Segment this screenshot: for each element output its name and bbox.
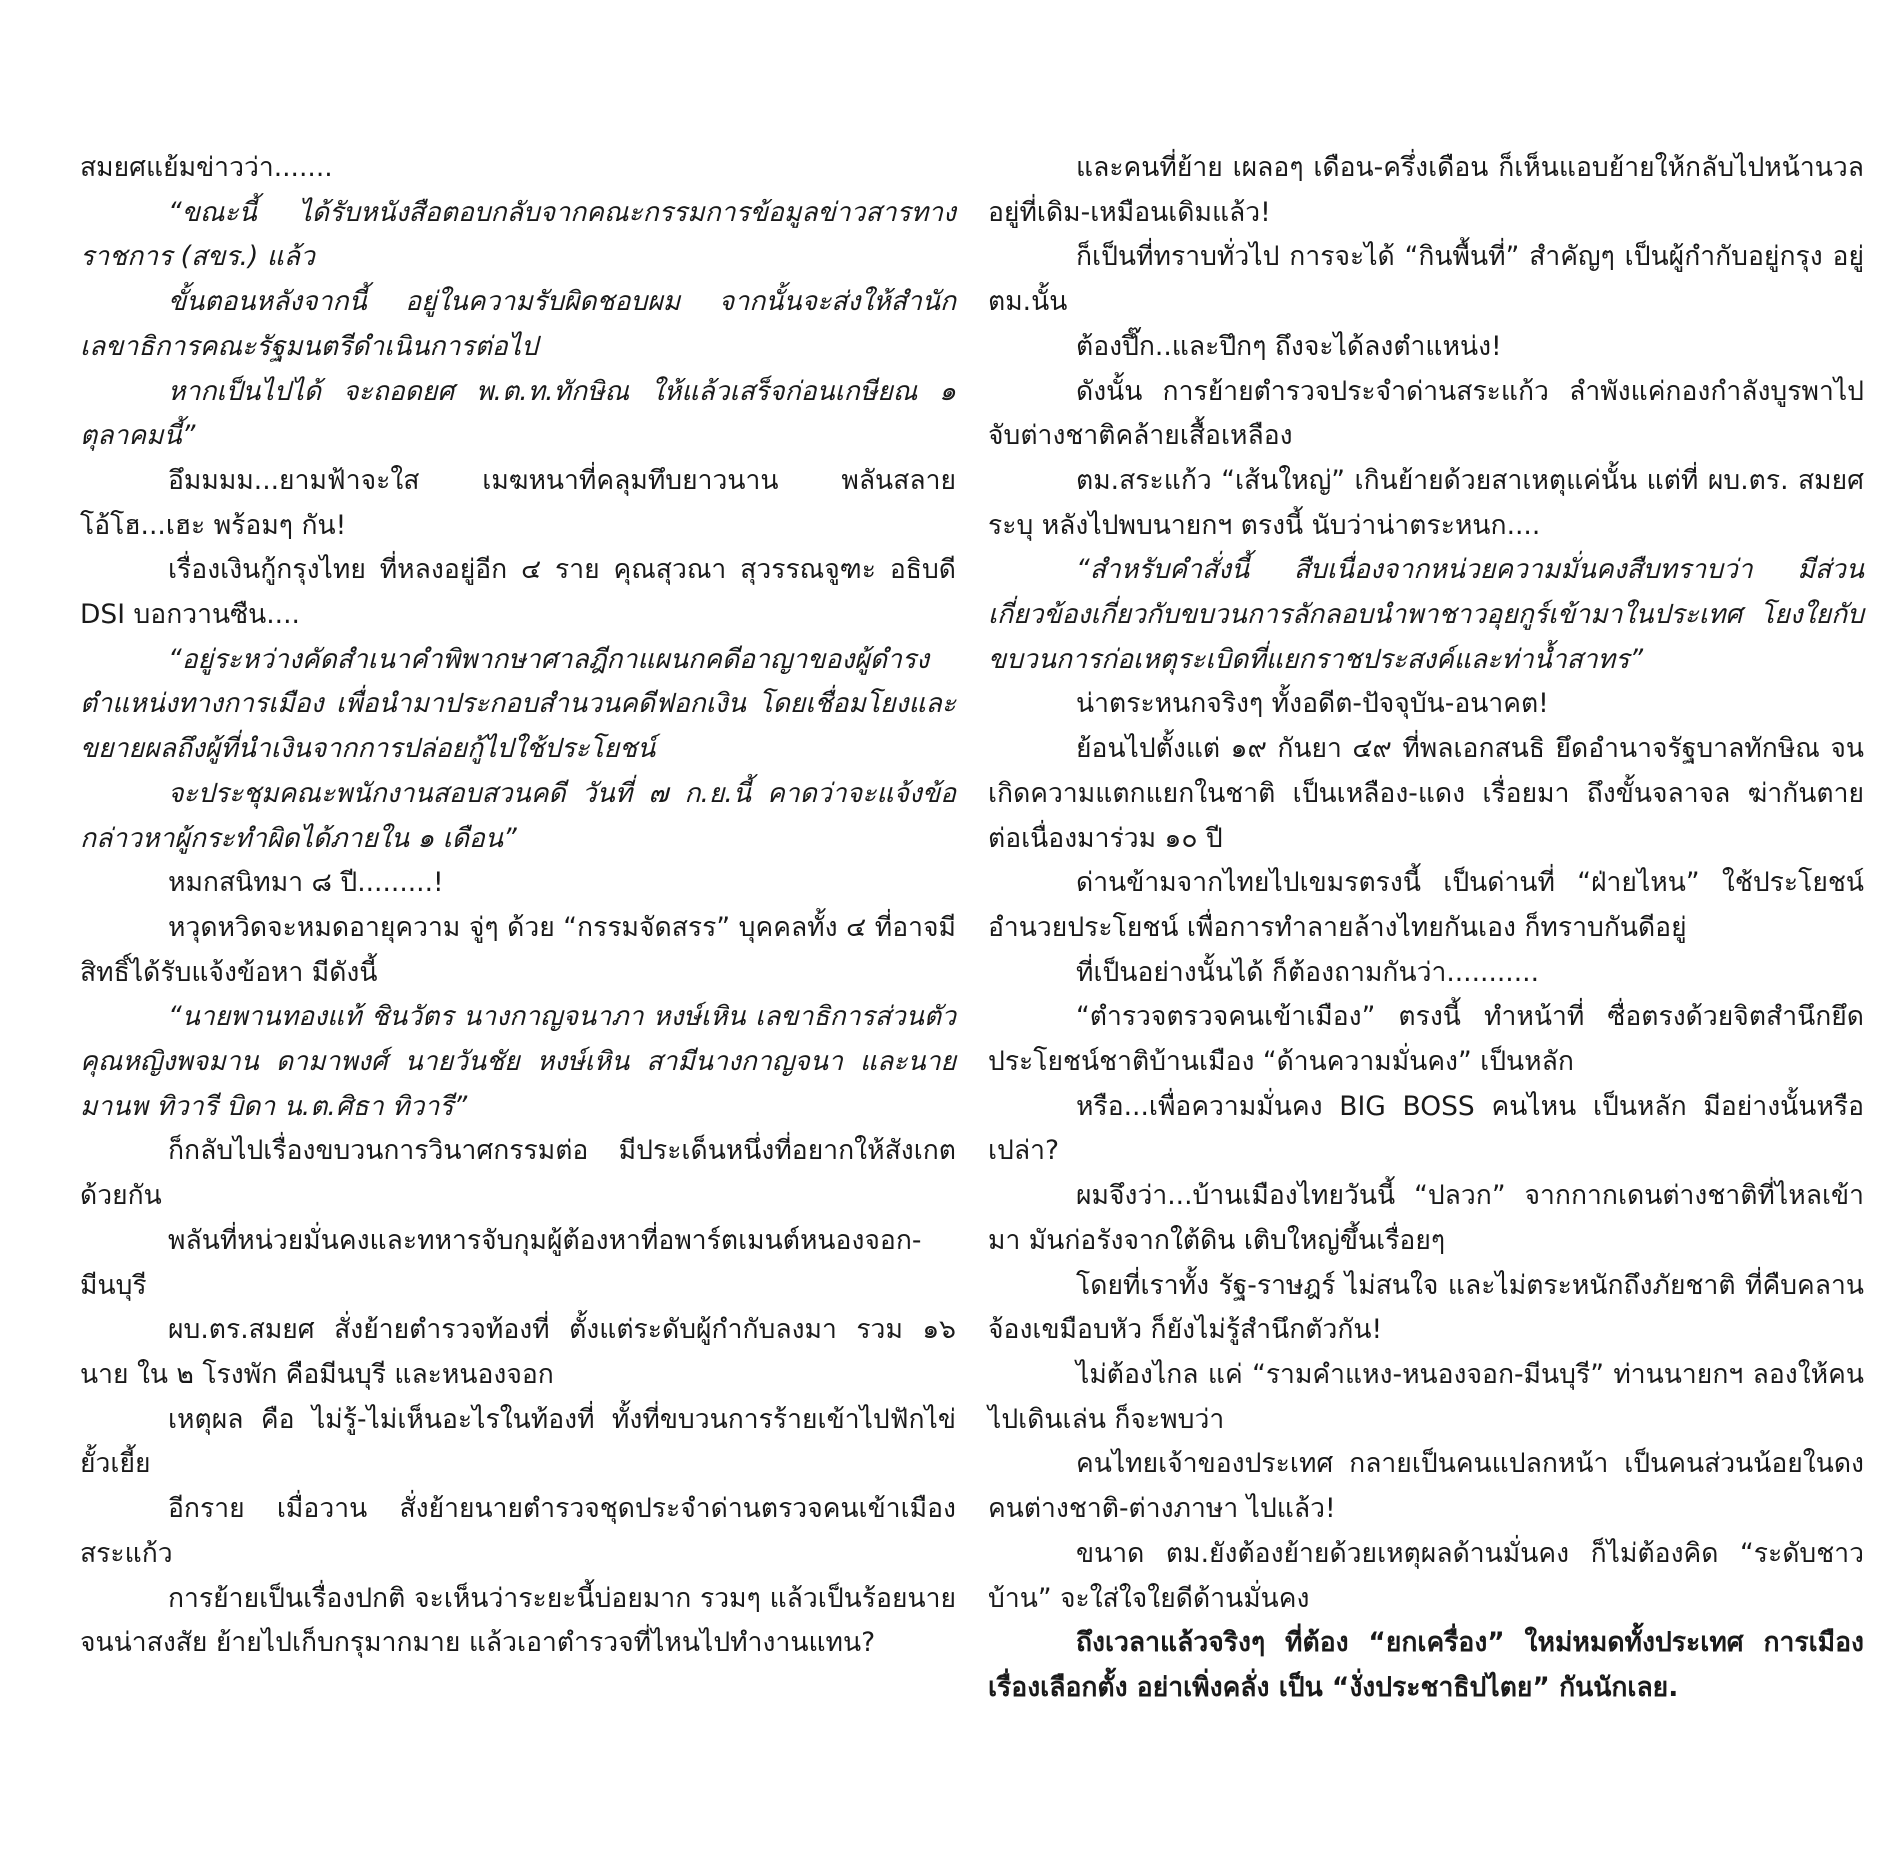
quote-paragraph: “นายพานทองแท้ ชินวัตร นางกาญจนาภา หงษ์เหิน เลขาธิการส่วนตัวคุณหญิงพจมาน ดามาพงศ์ นายวันชัย หงษ์เหิน สามีนางกาญจนา และนายมานพ ทิวารี บิดา น.ต.ศิธา ทิวารี” [80,1001,956,1122]
paragraph: โดยที่เราทั้ง รัฐ-ราษฎร์ ไม่สนใจ และไม่ตระหนักถึงภัยชาติ ที่คืบคลานจ้องเขมือบหัว ก็ยังไม่รู้สำนึกตัวกัน! [988,1269,1864,1346]
quote-paragraph: “สำหรับคำสั่งนี้ สืบเนื่องจากหน่วยความมั่นคงสืบทราบว่า มีส่วนเกี่ยวข้องเกี่ยวกับขบวนการลักลอบนำพาชาวอุยกูร์เข้ามาในประเทศ โยงใยกับขบวนการก่อเหตุระเบิดที่แยกราชประสงค์และท่าน้ำสาทร” [988,554,1864,675]
paragraph: “ตำรวจตรวจคนเข้าเมือง” ตรงนี้ ทำหน้าที่ ซื่อตรงด้วยจิตสำนึกยึดประโยชน์ชาติบ้านเมือง “ด้านความมั่นคง” เป็นหลัก [988,1001,1864,1078]
paragraph: ไม่ต้องไกล แค่ “รามคำแหง-หนองจอก-มีนบุรี” ท่านนายกฯ ลองให้คนไปเดินเล่น ก็จะพบว่า [988,1358,1864,1435]
paragraph: น่าตระหนกจริงๆ ทั้งอดีต-ปัจจุบัน-อนาคต! [1076,688,1549,720]
right-column [988,146,1864,1711]
paragraph: ตม.สระแก้ว “เส้นใหญ่” เกินย้ายด้วยสาเหตุแค่นั้น แต่ที่ ผบ.ตร. สมยศระบุ หลังไปพบนายกฯ ตรงนี้ นับว่าน่าตระหนก.... [988,464,1864,541]
paragraph: อึมมมม...ยามฟ้าจะใส เมฆหนาที่คลุมทึบยาวนาน พลันสลาย โอ้โฮ...เฮะ พร้อมๆ กัน! [80,464,956,541]
paragraph: ก็กลับไปเรื่องขบวนการวินาศกรรมต่อ มีประเด็นหนึ่งที่อยากให้สังเกตด้วยกัน [80,1135,956,1212]
paragraph: ดังนั้น การย้ายตำรวจประจำด่านสระแก้ว ลำพังแค่กองกำลังบูรพาไปจับต่างชาติคล้ายเสื้อเหลือง [988,375,1864,452]
paragraph: หวุดหวิดจะหมดอายุความ จู่ๆ ด้วย “กรรมจัดสรร” บุคคลทั้ง ๔ ที่อาจมีสิทธิ์ได้รับแจ้งข้อหา มีดังนี้ [80,911,956,988]
paragraph: หมกสนิทมา ๘ ปี.........! [168,867,444,899]
paragraph: คนไทยเจ้าของประเทศ กลายเป็นคนแปลกหน้า เป็นคนส่วนน้อยในดงคนต่างชาติ-ต่างภาษา ไปแล้ว! [988,1448,1864,1525]
paragraph: อีกราย เมื่อวาน สั่งย้ายนายตำรวจชุดประจำด่านตรวจคนเข้าเมืองสระแก้ว [80,1493,956,1569]
closing-paragraph: ถึงเวลาแล้วจริงๆ ที่ต้อง “ยกเครื่อง” ใหม่หมดทั้งประเทศ การเมืองเรื่องเลือกตั้ง อย่าเพิ่งคลั่ง เป็น “งั่งประชาธิปไตย” กันนักเลย. [988,1627,1864,1703]
paragraph: หรือ...เพื่อความมั่นคง BIG BOSS คนไหน เป็นหลัก มีอย่างนั้นหรือเปล่า? [988,1090,1864,1167]
left-column [80,146,956,1666]
paragraph: เหตุผล คือ ไม่รู้-ไม่เห็นอะไรในท้องที่ ทั้งที่ขบวนการร้ายเข้าไปฟักไข่ยั้วเยี้ย [80,1403,956,1480]
paragraph: ขนาด ตม.ยังต้องย้ายด้วยเหตุผลด้านมั่นคง ก็ไม่ต้องคิด “ระดับชาวบ้าน” จะใส่ใจใยดีด้านมั่นคง [988,1537,1864,1614]
paragraph: เรื่องเงินกู้กรุงไทย ที่หลงอยู่อีก ๔ ราย คุณสุวณา สุวรรณจูฑะ อธิบดี DSI บอกวานซืน.... [80,554,956,631]
paragraph: ที่เป็นอย่างนั้นได้ ก็ต้องถามกันว่า........... [1076,956,1539,988]
quote-paragraph: หากเป็นไปได้ จะถอดยศ พ.ต.ท.ทักษิณ ให้แล้วเสร็จก่อนเกษียณ ๑ ตุลาคมนี้” [80,375,956,452]
quote-paragraph: “อยู่ระหว่างคัดสำเนาคำพิพากษาศาลฎีกาแผนกคดีอาญาของผู้ดำรงตำแหน่งทางการเมือง เพื่อนำมาประกอบสำนวนคดีฟอกเงิน โดยเชื่อมโยงและขยายผลถึงผู้ที่นำเงินจากการปล่อยกู้ไปใช้ประโยชน์ [80,643,956,765]
paragraph: ย้อนไปตั้งแต่ ๑๙ กันยา ๔๙ ที่พลเอกสนธิ ยึดอำนาจรัฐบาลทักษิณ จนเกิดความแตกแยกในชาติ เป็นเหลือง-แดง เรื่อยมา ถึงขั้นจลาจล ฆ่ากันตาย ต่อเนื่องมาร่วม ๑๐ ปี [988,733,1864,854]
quote-paragraph: จะประชุมคณะพนักงานสอบสวนคดี วันที่ ๗ ก.ย.นี้ คาดว่าจะแจ้งข้อกล่าวหาผู้กระทำผิดได้ภายใน ๑ เดือน” [80,777,956,854]
paragraph: ด่านข้ามจากไทยไปเขมรตรงนี้ เป็นด่านที่ “ฝ่ายไหน” ใช้ประโยชน์ อำนวยประโยชน์ เพื่อการทำลายล้างไทยกันเอง ก็ทราบกันดีอยู่ [988,867,1864,943]
quote-paragraph: ขั้นตอนหลังจากนี้ อยู่ในความรับผิดชอบผม จากนั้นจะส่งให้สำนักเลขาธิการคณะรัฐมนตรีดำเนินการต่อไป [80,286,956,362]
quote-paragraph: “ขณะนี้ ได้รับหนังสือตอบกลับจากคณะกรรมการข้อมูลข่าวสารทางราชการ (สขร.) แล้ว [80,196,956,273]
paragraph: และคนที่ย้าย เผลอๆ เดือน-ครึ่งเดือน ก็เห็นแอบย้ายให้กลับไปหน้านวลอยู่ที่เดิม-เหมือนเดิมแล้ว! [988,152,1864,228]
paragraph: สมยศแย้มข่าวว่า....... [80,152,333,183]
paragraph: พลันที่หน่วยมั่นคงและทหารจับกุมผู้ต้องหาที่อพาร์ตเมนต์หนองจอก-มีนบุรี [80,1224,922,1301]
paragraph: ต้องปึ๊ก..และปึกๆ ถึงจะได้ลงตำแหน่ง! [1076,330,1502,362]
paragraph: การย้ายเป็นเรื่องปกติ จะเห็นว่าระยะนี้บ่อยมาก รวมๆ แล้วเป็นร้อยนาย จนน่าสงสัย ย้ายไปเก็บกรุมากมาย แล้วเอาตำรวจที่ไหนไปทำงานแทน? [80,1582,956,1659]
paragraph: ผมจึงว่า...บ้านเมืองไทยวันนี้ “ปลวก” จากกากเดนต่างชาติที่ไหลเข้ามา มันก่อรังจากใต้ดิน เติบใหญ่ขึ้นเรื่อยๆ [988,1180,1864,1256]
paragraph: ก็เป็นที่ทราบทั่วไป การจะได้ “กินพื้นที่” สำคัญๆ เป็นผู้กำกับอยู่กรุง อยู่ ตม.นั้น [988,241,1864,318]
paragraph: ผบ.ตร.สมยศ สั่งย้ายตำรวจท้องที่ ตั้งแต่ระดับผู้กำกับลงมา รวม ๑๖ นาย ใน ๒ โรงพัก คือมีนบุรี และหนองจอก [80,1314,956,1390]
